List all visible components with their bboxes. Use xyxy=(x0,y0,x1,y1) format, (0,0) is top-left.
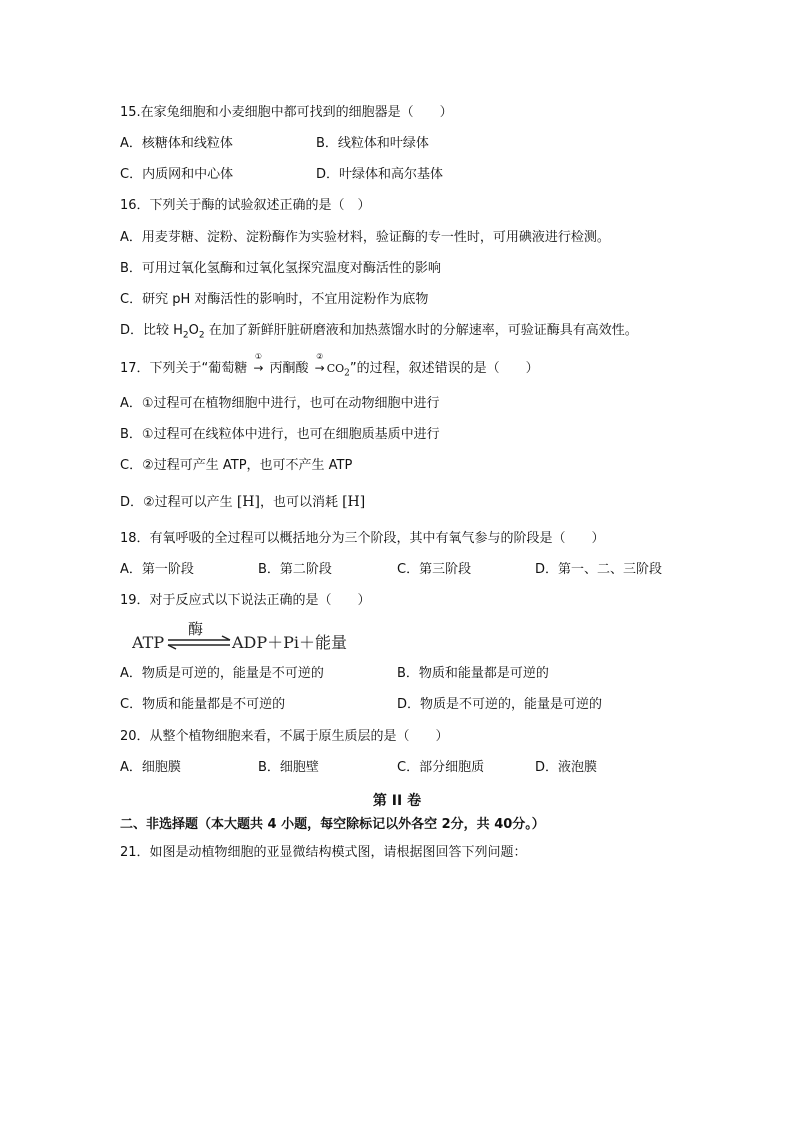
q20-option-d: D．液泡膜 xyxy=(535,760,598,775)
q18-stem: 18．有氧呼吸的全过程可以概括地分为三个阶段，其中有氧气参与的阶段是（ ） xyxy=(120,531,605,546)
q17-option-c: C．②过程可产生 ATP，也可不产生 ATP xyxy=(120,458,353,473)
q19-option-b: B．物质和能量都是可逆的 xyxy=(397,666,549,681)
equation-left: ATP xyxy=(132,633,165,652)
q17-option-d: D．②过程可以产生 [H]，也可以消耗 [H] xyxy=(120,494,366,510)
q15-option-d: D．叶绿体和高尔基体 xyxy=(316,167,444,182)
q19-option-a: A．物质是可逆的，能量是不可逆的 xyxy=(120,666,324,681)
q18-option-a: A．第一阶段 xyxy=(120,562,194,577)
q18-option-c: C．第三阶段 xyxy=(397,562,472,577)
q19-stem: 19．对于反应式以下说法正确的是（ ） xyxy=(120,593,371,608)
q20-option-b: B．细胞壁 xyxy=(258,760,319,775)
equation-right: ADP＋Pi＋能量 xyxy=(232,633,348,652)
q16-option-d: D．比较 $H_2O_2$ 在加了新鲜肝脏研磨液和加热蒸馏水时的分解速率，可验证酶具有高效性。 xyxy=(120,323,638,341)
q18-option-b: B．第二阶段 xyxy=(258,562,332,577)
q17-option-b: B．①过程可在线粒体中进行，也可在细胞质基质中进行 xyxy=(120,427,440,442)
q16-option-b: B．可用过氧化氢酶和过氧化氢探究温度对酶活性的影响 xyxy=(120,261,441,276)
q15-option-b: B．线粒体和叶绿体 xyxy=(316,136,429,151)
q16-option-c: C．研究 pH 对酶活性的影响时，不宜用淀粉作为底物 xyxy=(120,292,429,307)
reaction-arrow-2: ② → xyxy=(314,352,325,375)
q19-option-c: C．物质和能量都是不可逆的 xyxy=(120,697,286,712)
reaction-arrow-1: ① → xyxy=(253,352,264,375)
q18-option-d: D．第一、二、三阶段 xyxy=(535,562,663,577)
right-arrow-icon: → xyxy=(253,361,264,375)
q15-stem: 15.在家兔细胞和小麦细胞中都可找到的细胞器是（ ） xyxy=(120,105,453,120)
q20-option-a: A．细胞膜 xyxy=(120,760,181,775)
q15-option-c: C．内质网和中心体 xyxy=(120,167,234,182)
q15-option-a: A．核糖体和线粒体 xyxy=(120,136,233,151)
reaction-equation xyxy=(132,620,372,656)
q20-stem: 20．从整个植物细胞来看，不属于原生质层的是（ ） xyxy=(120,729,449,744)
q16-stem: 16．下列关于酶的试验叙述正确的是（ ） xyxy=(120,198,371,213)
right-arrow-icon: → xyxy=(314,361,325,375)
q17-option-a: A．①过程可在植物细胞中进行，也可在动物细胞中进行 xyxy=(120,396,440,411)
q20-option-c: C．部分细胞质 xyxy=(397,760,485,775)
q17-stem: 17．下列关于“葡萄糖 ① → 丙酮酸 ② → $CO_2$”的过程，叙述错误的是（ ） xyxy=(120,352,539,379)
part-title: 第 II 卷 xyxy=(372,793,422,809)
q16-option-a: A．用麦芽糖、淀粉、淀粉酶作为实验材料，验证酶的专一性时，可用碘液进行检测。 xyxy=(120,230,610,245)
q21-stem: 21．如图是动植物细胞的亚显微结构模式图，请根据图回答下列问题： xyxy=(120,845,527,860)
equation-enzyme: 酶 xyxy=(188,620,204,638)
section-heading: 二、非选择题（本大题共 4 小题，每空除标记以外各空 2分，共 40分。） xyxy=(120,817,545,832)
q19-option-d: D．物质是不可逆的，能量是可逆的 xyxy=(397,697,603,712)
